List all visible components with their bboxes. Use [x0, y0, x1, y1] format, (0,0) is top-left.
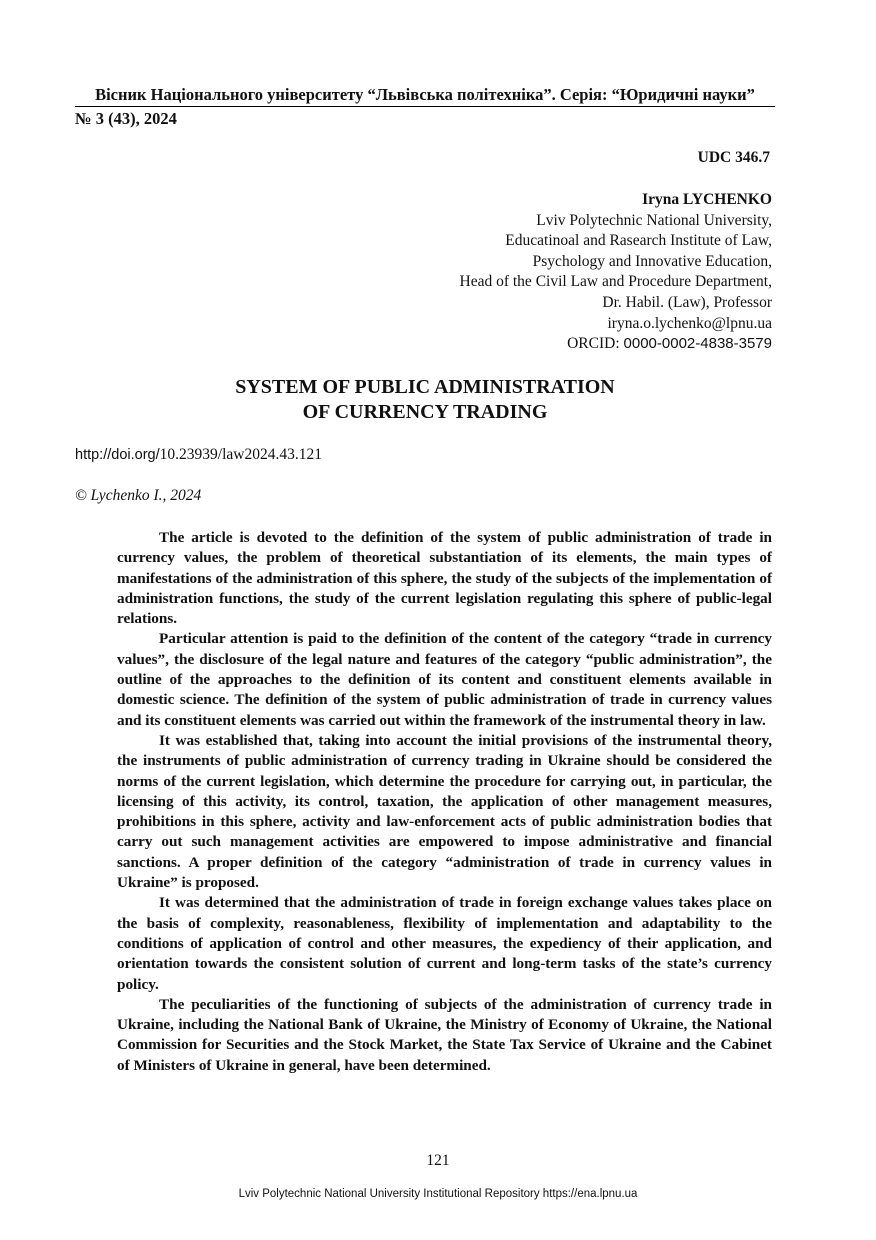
author-block — [460, 190, 772, 355]
affiliation-line: Educatinoal and Rasearch Institute of Law, — [505, 232, 772, 250]
doi-prefix[interactable]: http://doi.org/ — [75, 447, 160, 463]
author-name: Iryna LYCHENKO — [642, 191, 772, 208]
affiliation-line: Psychology and Innovative Education, — [532, 252, 772, 270]
orcid-number[interactable]: 0000-0002-4838-3579 — [623, 335, 772, 353]
article-title — [75, 375, 775, 425]
title-line: SYSTEM OF PUBLIC ADMINISTRATION — [235, 376, 615, 398]
author-email[interactable]: iryna.o.lychenko@lpnu.ua — [607, 314, 772, 332]
doi-link[interactable] — [75, 446, 322, 464]
abstract-paragraph: It was determined that the administration of trade in foreign exchange values takes place on the basis of complexity, reasonableness, flexibility of implementation and adaptability to the conditions of application of control and other measures, the expediency of their application, and orientation towards the consistent solution of current and long-term tasks of the state’s currency policy. — [117, 894, 772, 993]
repository-footer: Lviv Polytechnic National University Institutional Repository https://ena.lpnu.ua — [238, 1188, 638, 1200]
doi-suffix[interactable]: 10.23939/law2024.43.121 — [159, 446, 322, 463]
page-number: 121 — [426, 1152, 450, 1169]
author-orcid — [460, 334, 772, 355]
abstract-paragraph: Particular attention is paid to the definition of the content of the category “trade in currency values”, the disclosure of the legal nature and features of the category “public administration”, the outline of the approaches to the definition of its content and constituent elements available in domestic science. The definition of the system of public administration of trade in currency values and its constituent elements was carried out within the framework of the instrumental theory in law. — [117, 630, 772, 729]
abstract-paragraph: The peculiarities of the functioning of subjects of the administration of currency trade in Ukraine, including the National Bank of Ukraine, the Ministry of Economy of Ukraine, the National Commission for Securities and the Stock Market, the State Tax Service of Ukraine and the Cabinet of Ministers of Ukraine in general, have been determined. — [117, 995, 772, 1074]
issue-number: № 3 (43), 2024 — [75, 109, 177, 128]
orcid-label: ORCID: — [567, 335, 624, 353]
copyright-notice: © Lychenko I., 2024 — [75, 487, 202, 504]
affiliation-line: Lviv Polytechnic National University, — [536, 211, 772, 229]
udc-code: UDC 346.7 — [697, 149, 770, 166]
affiliation-line: Dr. Habil. (Law), Professor — [602, 293, 772, 311]
abstract — [117, 528, 772, 1076]
abstract-paragraph: It was established that, taking into account the initial provisions of the instrumental theory, the instruments of public administration of currency trading in Ukraine should be considered the norms of the current legislation, which determine the procedure for carrying out, in particular, the licensing of this activity, its control, taxation, the application of other management measures, prohibitions in this sphere, activity and law-enforcement acts of public administration bodies that carry out such management activities are empowered to impose administrative and financial sanctions. A proper definition of the category “administration of trade in currency values in Ukraine” is proposed. — [117, 731, 772, 892]
journal-header: Вісник Національного університету “Львівська політехніка”. Серія: “Юридичні науки” — [75, 85, 775, 107]
title-line: OF CURRENCY TRADING — [302, 401, 548, 423]
affiliation-line: Head of the Civil Law and Procedure Department, — [459, 273, 772, 291]
abstract-paragraph: The article is devoted to the definition of the system of public administration of trade in currency values, the problem of theoretical substantiation of its elements, the main types of manifestations of the administration of this sphere, the study of the subjects of the implementation of administration functions, the study of the current legislation regulating this sphere of public-legal relations. — [117, 529, 772, 628]
